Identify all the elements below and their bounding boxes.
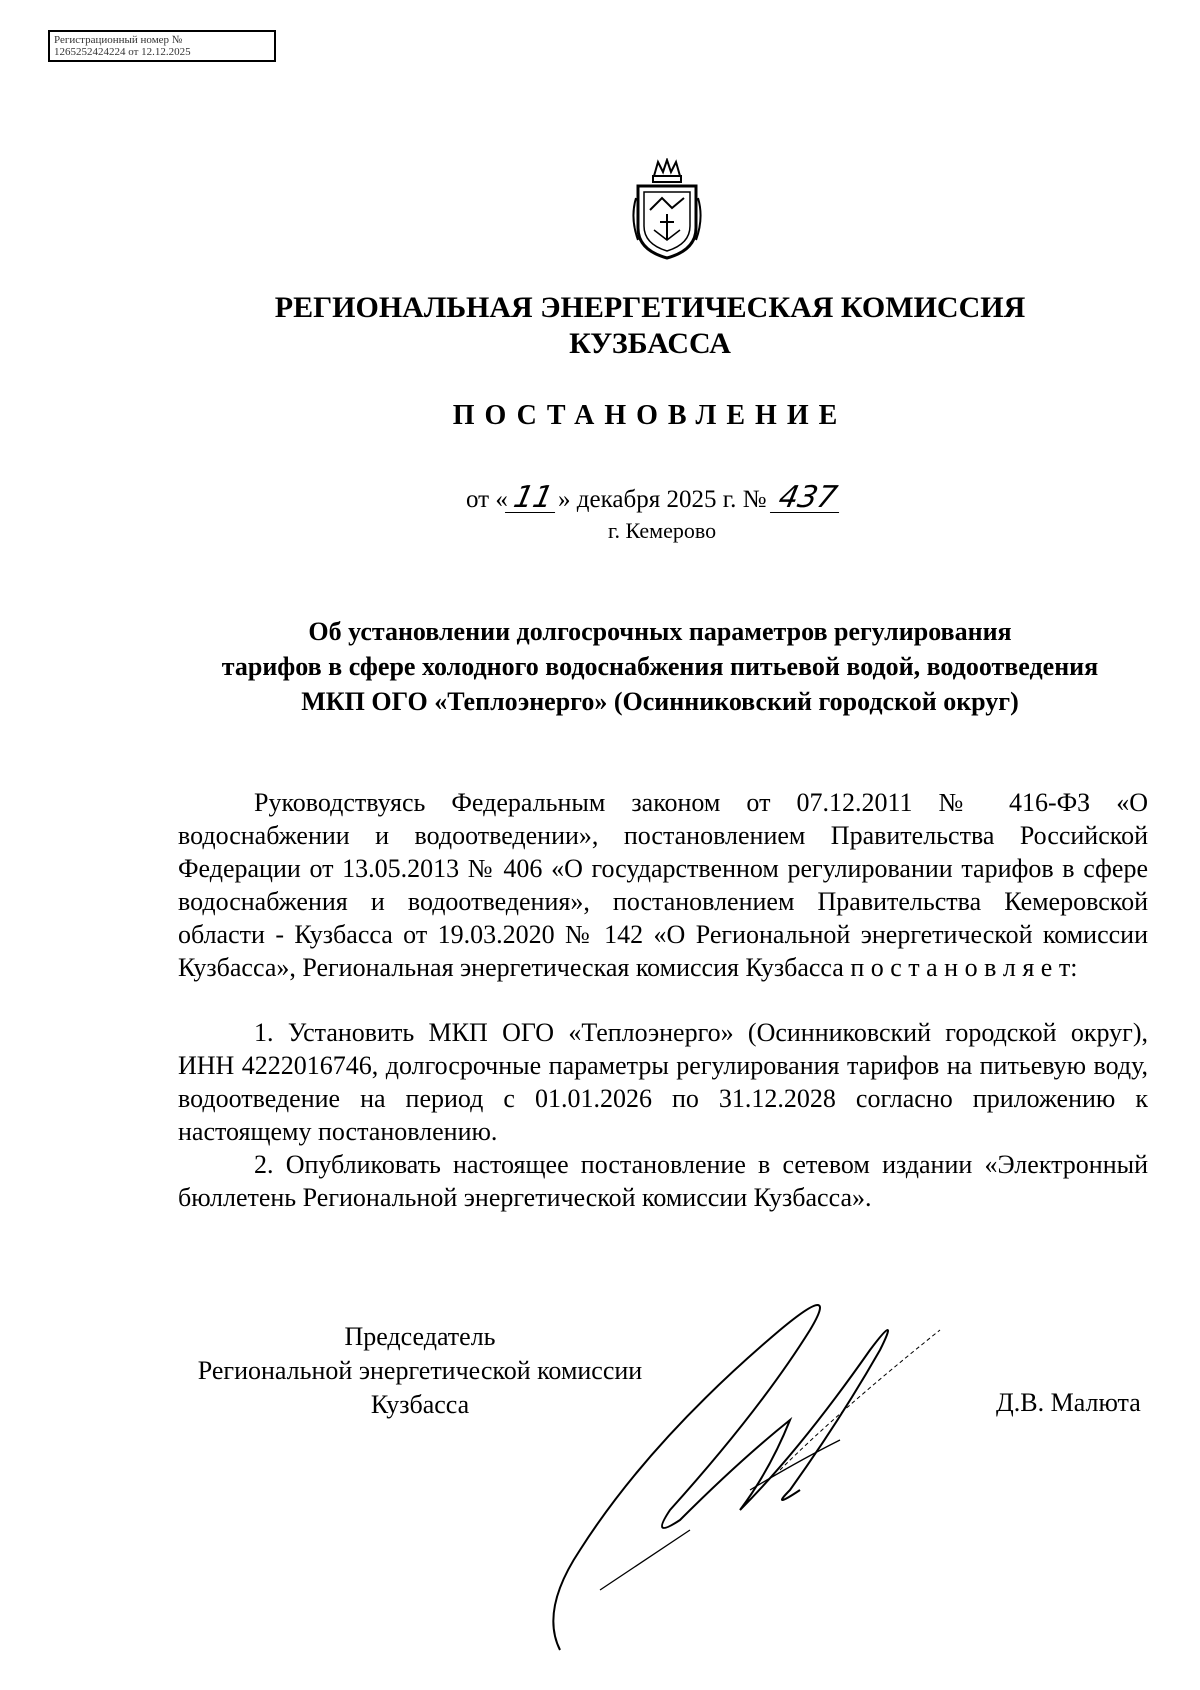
- coat-of-arms-icon: [628, 158, 706, 260]
- date-day-handwritten: 11: [505, 484, 561, 513]
- date-prefix: от «: [466, 486, 508, 513]
- document-type: ПОСТАНОВЛЕНИЕ: [452, 400, 848, 431]
- signatory-title-line2: Региональной энергетической комиссии: [197, 1356, 643, 1385]
- subject-line3: МКП ОГО «Теплоэнерго» (Осинниковский городской округ): [301, 687, 1019, 716]
- date-month-year: » декабря 2025 г. №: [558, 486, 767, 513]
- handwritten-signature: [540, 1290, 960, 1670]
- decree-word: п о с т а н о в л я е т:: [850, 953, 1078, 982]
- subject-line2: тарифов в сфере холодного водоснабжения питьевой водой, водоотведения: [221, 652, 1099, 681]
- document-date-line: [466, 480, 842, 515]
- document-subject: [60, 614, 1200, 719]
- preamble-text: Руководствуясь Федеральным законом от 07.12.2011 № 416-ФЗ «О водоснабжении и водоотведении», постановлением Правительства Российской Федерации от 13.05.2013 № 406 «О государственном регулировании тарифов в сфере водоснабжения и водоотведения», постановлением Правительства Кемеровской области - Кузбасса от 19.03.2020 № 142 «О Региональной энергетической комиссии Кузбасса», Региональная энергетическая комиссия Кузбасса: [178, 788, 1148, 982]
- signatory-title-line3: Кузбасса: [370, 1390, 470, 1419]
- signatory-name: Д.В. Малюта: [996, 1388, 1141, 1417]
- item-2-paragraph: 2. Опубликовать настоящее постановление в сетевом издании «Электронный бюллетень Региональной энергетической комиссии Кузбасса».: [178, 1150, 1148, 1212]
- item-1-paragraph: 1. Установить МКП ОГО «Теплоэнерго» (Осинниковский городской округ), ИНН 4222016746, долгосрочные параметры регулирования тарифов на питьевую воду, водоотведение на период с 01.01.2026 по 31.12.2028 согласно приложению к настоящему постановлению.: [178, 1018, 1148, 1146]
- document-number-handwritten: 437: [770, 484, 845, 513]
- registration-label: Регистрационный номер №: [54, 34, 183, 46]
- subject-line1: Об установлении долгосрочных параметров регулирования: [308, 617, 1012, 646]
- signatory-title-line1: Председатель: [344, 1322, 496, 1351]
- registration-number: 1265252424224 от 12.12.2025: [54, 46, 191, 58]
- organization-title-line2: КУЗБАССА: [569, 327, 731, 360]
- document-city: г. Кемерово: [608, 518, 717, 543]
- organization-title: [50, 290, 1200, 362]
- registration-stamp: [48, 30, 276, 62]
- organization-title-line1: РЕГИОНАЛЬНАЯ ЭНЕРГЕТИЧЕСКАЯ КОМИССИЯ: [274, 291, 1026, 324]
- preamble-paragraph: [178, 786, 1148, 984]
